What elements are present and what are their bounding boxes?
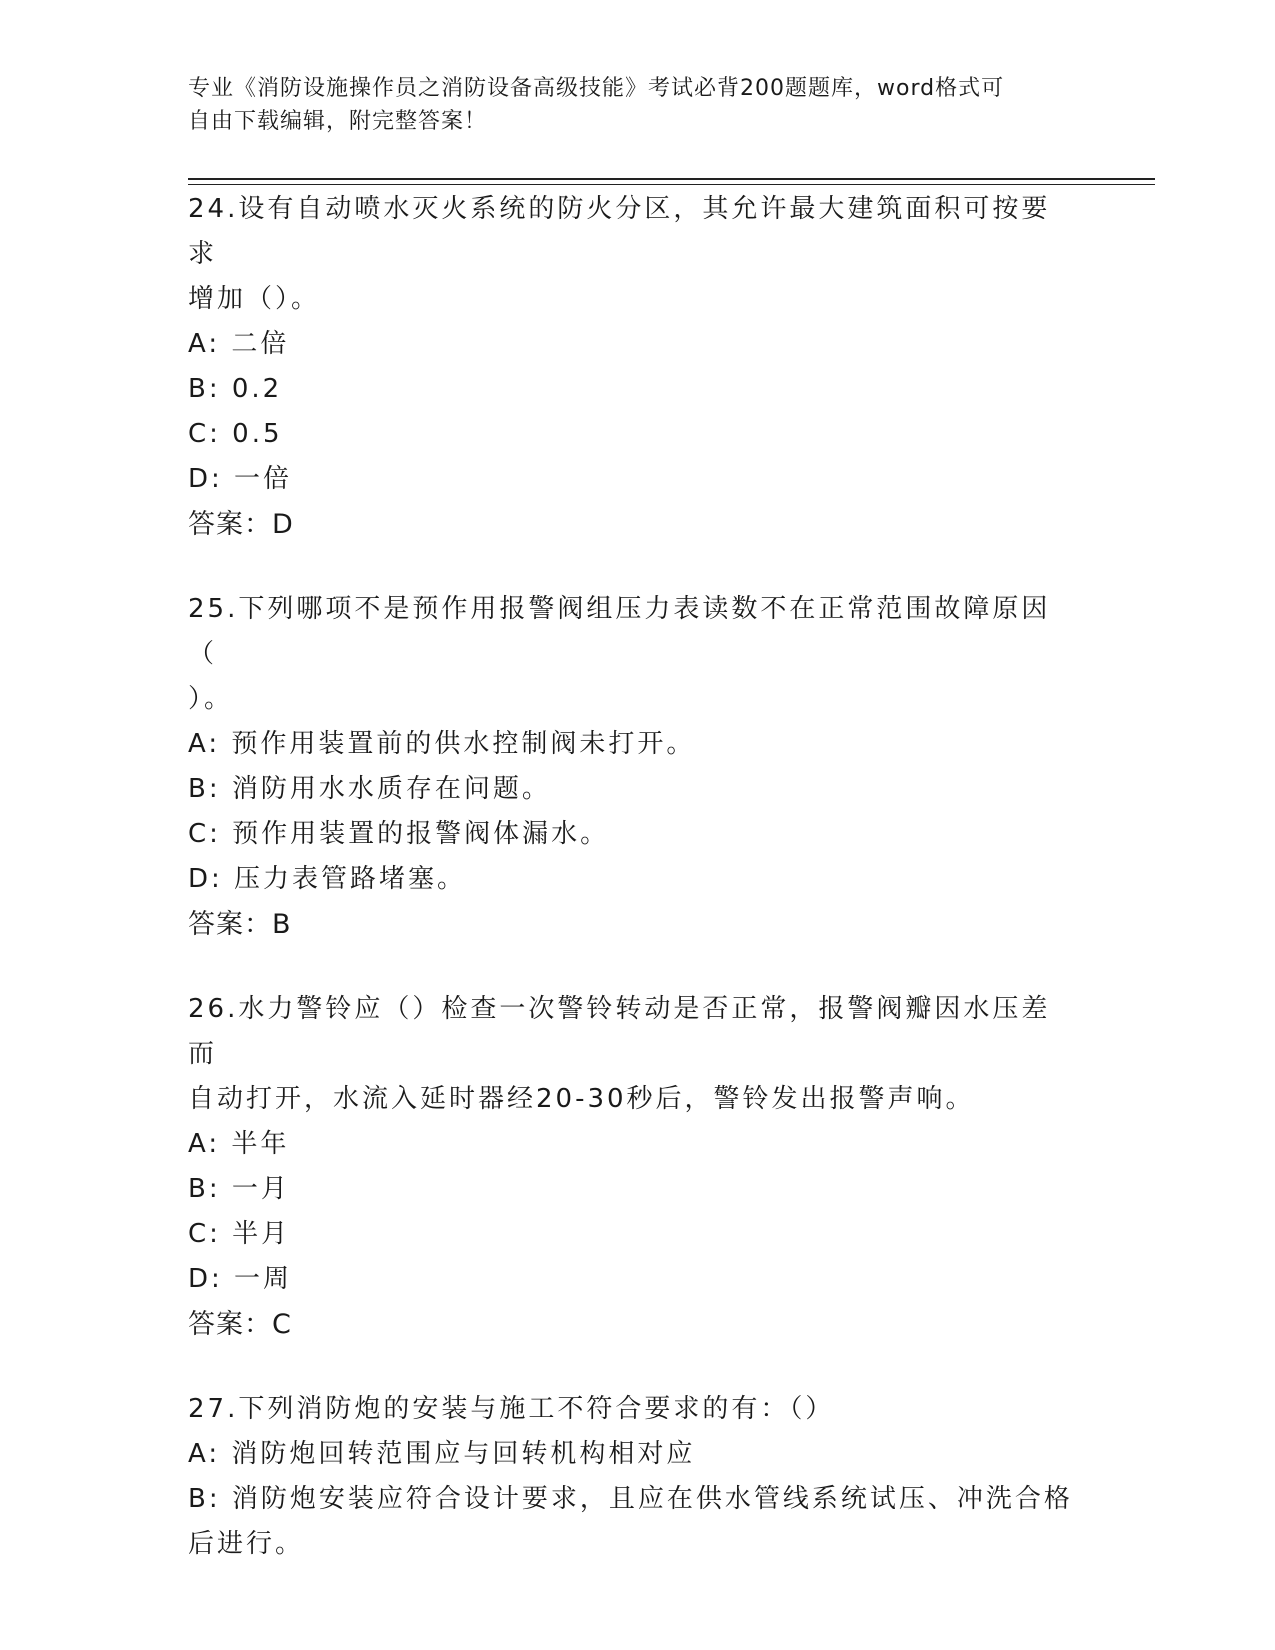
option-text: 0.2	[220, 374, 283, 404]
question-list	[188, 187, 1078, 1607]
option-c	[188, 412, 1078, 457]
option-letter: B:	[188, 1174, 221, 1204]
header-line-1: 专业《消防设施操作员之消防设备高级技能》考试必背200题题库，word格式可	[188, 76, 1005, 101]
option-a	[188, 322, 1078, 367]
option-text: 压力表管路堵塞。	[222, 864, 467, 894]
option-d	[188, 857, 1078, 902]
option-d	[188, 457, 1078, 502]
question-stem	[188, 587, 1078, 722]
question-24	[188, 187, 1078, 547]
answer-label: 答案：D	[188, 509, 294, 540]
option-letter: B:	[188, 1484, 221, 1514]
question-stem	[188, 187, 1078, 322]
stem-line: 26.水力警铃应（）检查一次警铃转动是否正常，报警阀瓣因水压差而	[188, 994, 1051, 1069]
option-a	[188, 1122, 1078, 1167]
option-b	[188, 367, 1078, 412]
stem-line: 自动打开，水流入延时器经20-30秒后，警铃发出报警声响。	[188, 1084, 975, 1114]
option-text: 二倍	[220, 329, 290, 359]
option-d	[188, 1257, 1078, 1302]
answer-label: 答案：C	[188, 1309, 292, 1340]
option-letter: A:	[188, 729, 221, 759]
question-stem	[188, 987, 1078, 1122]
option-text: 一月	[220, 1174, 290, 1204]
option-text: 预作用装置的报警阀体漏水。	[220, 819, 610, 849]
option-letter: C:	[188, 419, 221, 449]
stem-line: 27.下列消防炮的安装与施工不符合要求的有：（）	[188, 1394, 835, 1424]
question-stem	[188, 1387, 1078, 1432]
header-line-2: 自由下载编辑，附完整答案！	[188, 109, 488, 134]
stem-line: 25.下列哪项不是预作用报警阀组压力表读数不在正常范围故障原因（	[188, 594, 1051, 669]
option-text: 一周	[222, 1264, 293, 1294]
option-text: 消防炮安装应符合设计要求，且应在供水管线系统试压、冲洗合格	[220, 1484, 1073, 1514]
option-letter: C:	[188, 819, 221, 849]
question-27	[188, 1387, 1078, 1567]
option-letter: B:	[188, 774, 221, 804]
document-header	[188, 72, 1068, 138]
option-letter: A:	[188, 1439, 221, 1469]
option-b	[188, 767, 1078, 812]
answer-label: 答案：B	[188, 909, 292, 940]
stem-line: ）。	[188, 684, 234, 714]
option-c	[188, 1212, 1078, 1257]
option-letter: D:	[188, 864, 223, 894]
option-text: 半月	[220, 1219, 291, 1249]
option-letter: D:	[188, 464, 223, 494]
option-text: 一倍	[222, 464, 293, 494]
option-c	[188, 812, 1078, 857]
option-letter: A:	[188, 1129, 221, 1159]
option-letter: D:	[188, 1264, 223, 1294]
option-text: 预作用装置前的供水控制阀未打开。	[220, 729, 696, 759]
option-text: 半年	[220, 1129, 290, 1159]
option-text: 消防用水水质存在问题。	[220, 774, 551, 804]
option-letter: C:	[188, 1219, 221, 1249]
question-25	[188, 587, 1078, 947]
option-letter: B:	[188, 374, 221, 404]
option-text: 0.5	[220, 419, 283, 449]
option-continuation: 后进行。	[188, 1529, 305, 1559]
stem-line: 增加（）。	[188, 284, 321, 314]
header-divider-thick	[188, 178, 1155, 180]
option-a	[188, 722, 1078, 767]
option-a	[188, 1432, 1078, 1477]
question-26	[188, 987, 1078, 1347]
option-text: 消防炮回转范围应与回转机构相对应	[220, 1439, 696, 1469]
option-b	[188, 1167, 1078, 1212]
stem-line: 24.设有自动喷水灭火系统的防火分区，其允许最大建筑面积可按要求	[188, 194, 1051, 269]
header-divider-thin	[188, 184, 1155, 185]
option-letter: A:	[188, 329, 221, 359]
option-b	[188, 1477, 1078, 1522]
